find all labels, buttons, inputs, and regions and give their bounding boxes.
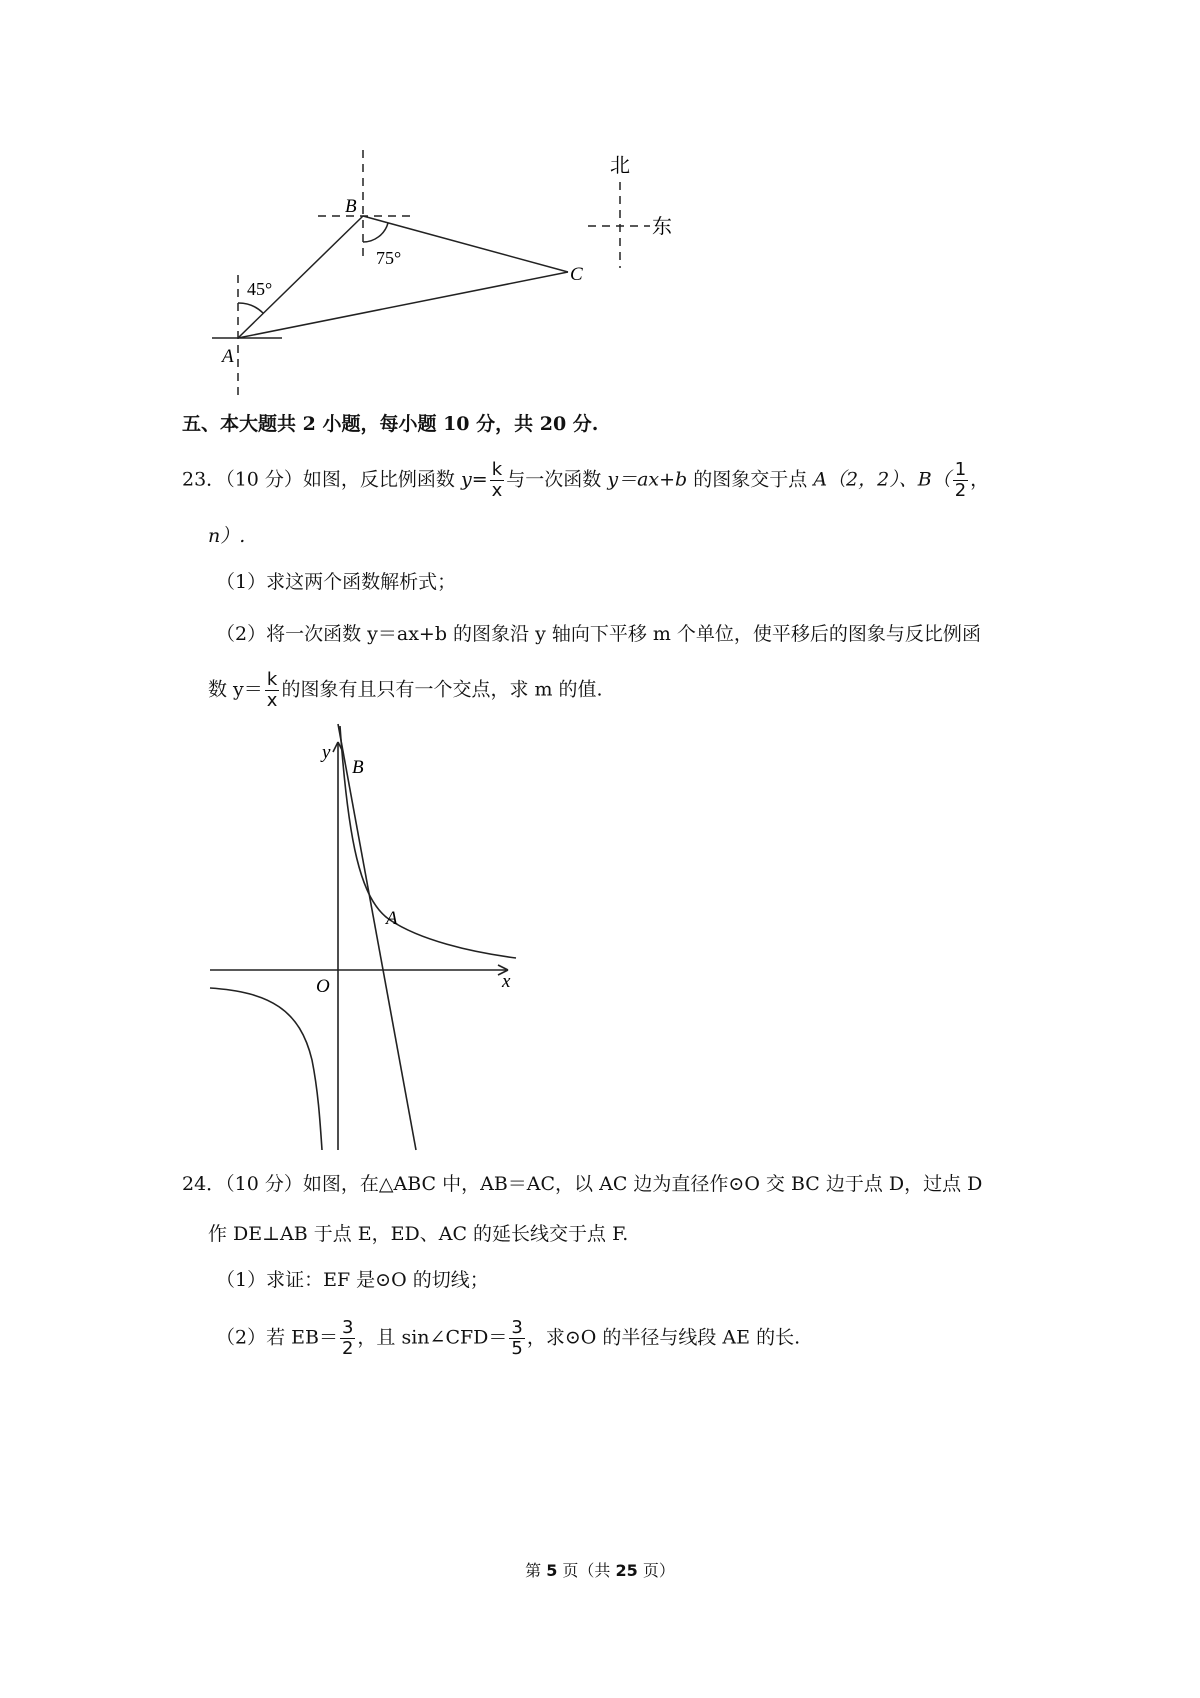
- compass-east-label: 东: [652, 216, 672, 238]
- frac-one: 1: [954, 459, 967, 480]
- q24-part2-c: ，求⊙O 的半径与线段 AE 的长.: [526, 1326, 801, 1349]
- label-A: A: [222, 346, 234, 367]
- frac-two: 2: [954, 480, 967, 501]
- page-footer: [0, 1558, 1200, 1581]
- graph-label-O: O: [316, 976, 330, 997]
- q23-y: y: [460, 468, 472, 491]
- q24-line1: 24．（10 分）如图，在△ABC 中，AB＝AC，以 AC 边为直径作⊙O 交 BC 边于点 D，过点 D: [182, 1173, 983, 1195]
- q23-part2-line1: （2）将一次函数 y＝ax+b 的图象沿 y 轴向下平移 m 个单位，使平移后的图象与反比例函: [216, 623, 981, 645]
- q23-number: 23．: [182, 468, 226, 491]
- angle-45-label: 45°: [247, 279, 273, 299]
- q24-part2-b: ，且 sin∠CFD＝: [357, 1326, 508, 1349]
- footer-total: 25: [615, 1561, 638, 1580]
- label-B: B: [345, 196, 357, 217]
- angle-75-label: 75°: [376, 248, 402, 268]
- q24-frac-3-5: [509, 1318, 524, 1359]
- frac-2: 2: [341, 1338, 354, 1359]
- label-C: C: [570, 264, 583, 285]
- graph-label-y: y: [322, 742, 331, 763]
- frac-x-2: x: [266, 690, 278, 711]
- frac-k: k: [490, 460, 505, 481]
- function-graph: [0, 0, 700, 1160]
- q23-stem-1: 如图，反比例函数: [302, 468, 455, 491]
- q24-part2-a: （2）若 EB＝: [216, 1326, 338, 1349]
- footer-page: 5: [546, 1561, 558, 1580]
- q23-frac-half: [953, 460, 968, 501]
- q23-part2-2b: 的图象有且只有一个交点，求 m 的值.: [281, 678, 603, 701]
- q23-stem-4: 的图象交于点: [693, 468, 808, 491]
- q23-stem-3: y＝ax+b: [607, 468, 688, 491]
- graph-label-A: A: [386, 908, 398, 929]
- q23-stem-2: 与一次函数: [506, 468, 602, 491]
- frac-x: x: [491, 480, 503, 501]
- q24-line2: 作 DE⊥AB 于点 E，ED、AC 的延长线交于点 F.: [208, 1223, 629, 1245]
- frac-3: 3: [341, 1317, 354, 1338]
- compass-north-label: 北: [610, 155, 630, 177]
- q24-frac-3-2: [340, 1318, 355, 1359]
- q23-part2-2a: 数 y＝: [208, 678, 263, 701]
- graph-label-x: x: [502, 971, 511, 992]
- graph-label-B: B: [352, 757, 364, 778]
- q23-comma: ，: [970, 468, 990, 491]
- q23-part1: （1）求这两个函数解析式；: [216, 571, 457, 593]
- footer-mid: 页（共: [557, 1561, 616, 1580]
- q24-part2: [216, 1318, 800, 1359]
- q24-part1: （1）求证：EF 是⊙O 的切线；: [216, 1269, 489, 1291]
- frac-3b: 3: [511, 1317, 523, 1338]
- frac-5: 5: [511, 1338, 523, 1359]
- footer-pre: 第: [525, 1561, 547, 1580]
- q23-score: （10 分）: [225, 468, 303, 491]
- q23-line2: n）.: [208, 525, 246, 547]
- frac-k-2: k: [265, 670, 280, 691]
- footer-post: 页）: [637, 1561, 675, 1580]
- q23-eq: =: [471, 468, 488, 491]
- q23-point-a: A（2，2）、B（: [813, 468, 951, 491]
- section-title: 五、本大题共 2 小题，每小题 10 分，共 20 分.: [182, 413, 599, 435]
